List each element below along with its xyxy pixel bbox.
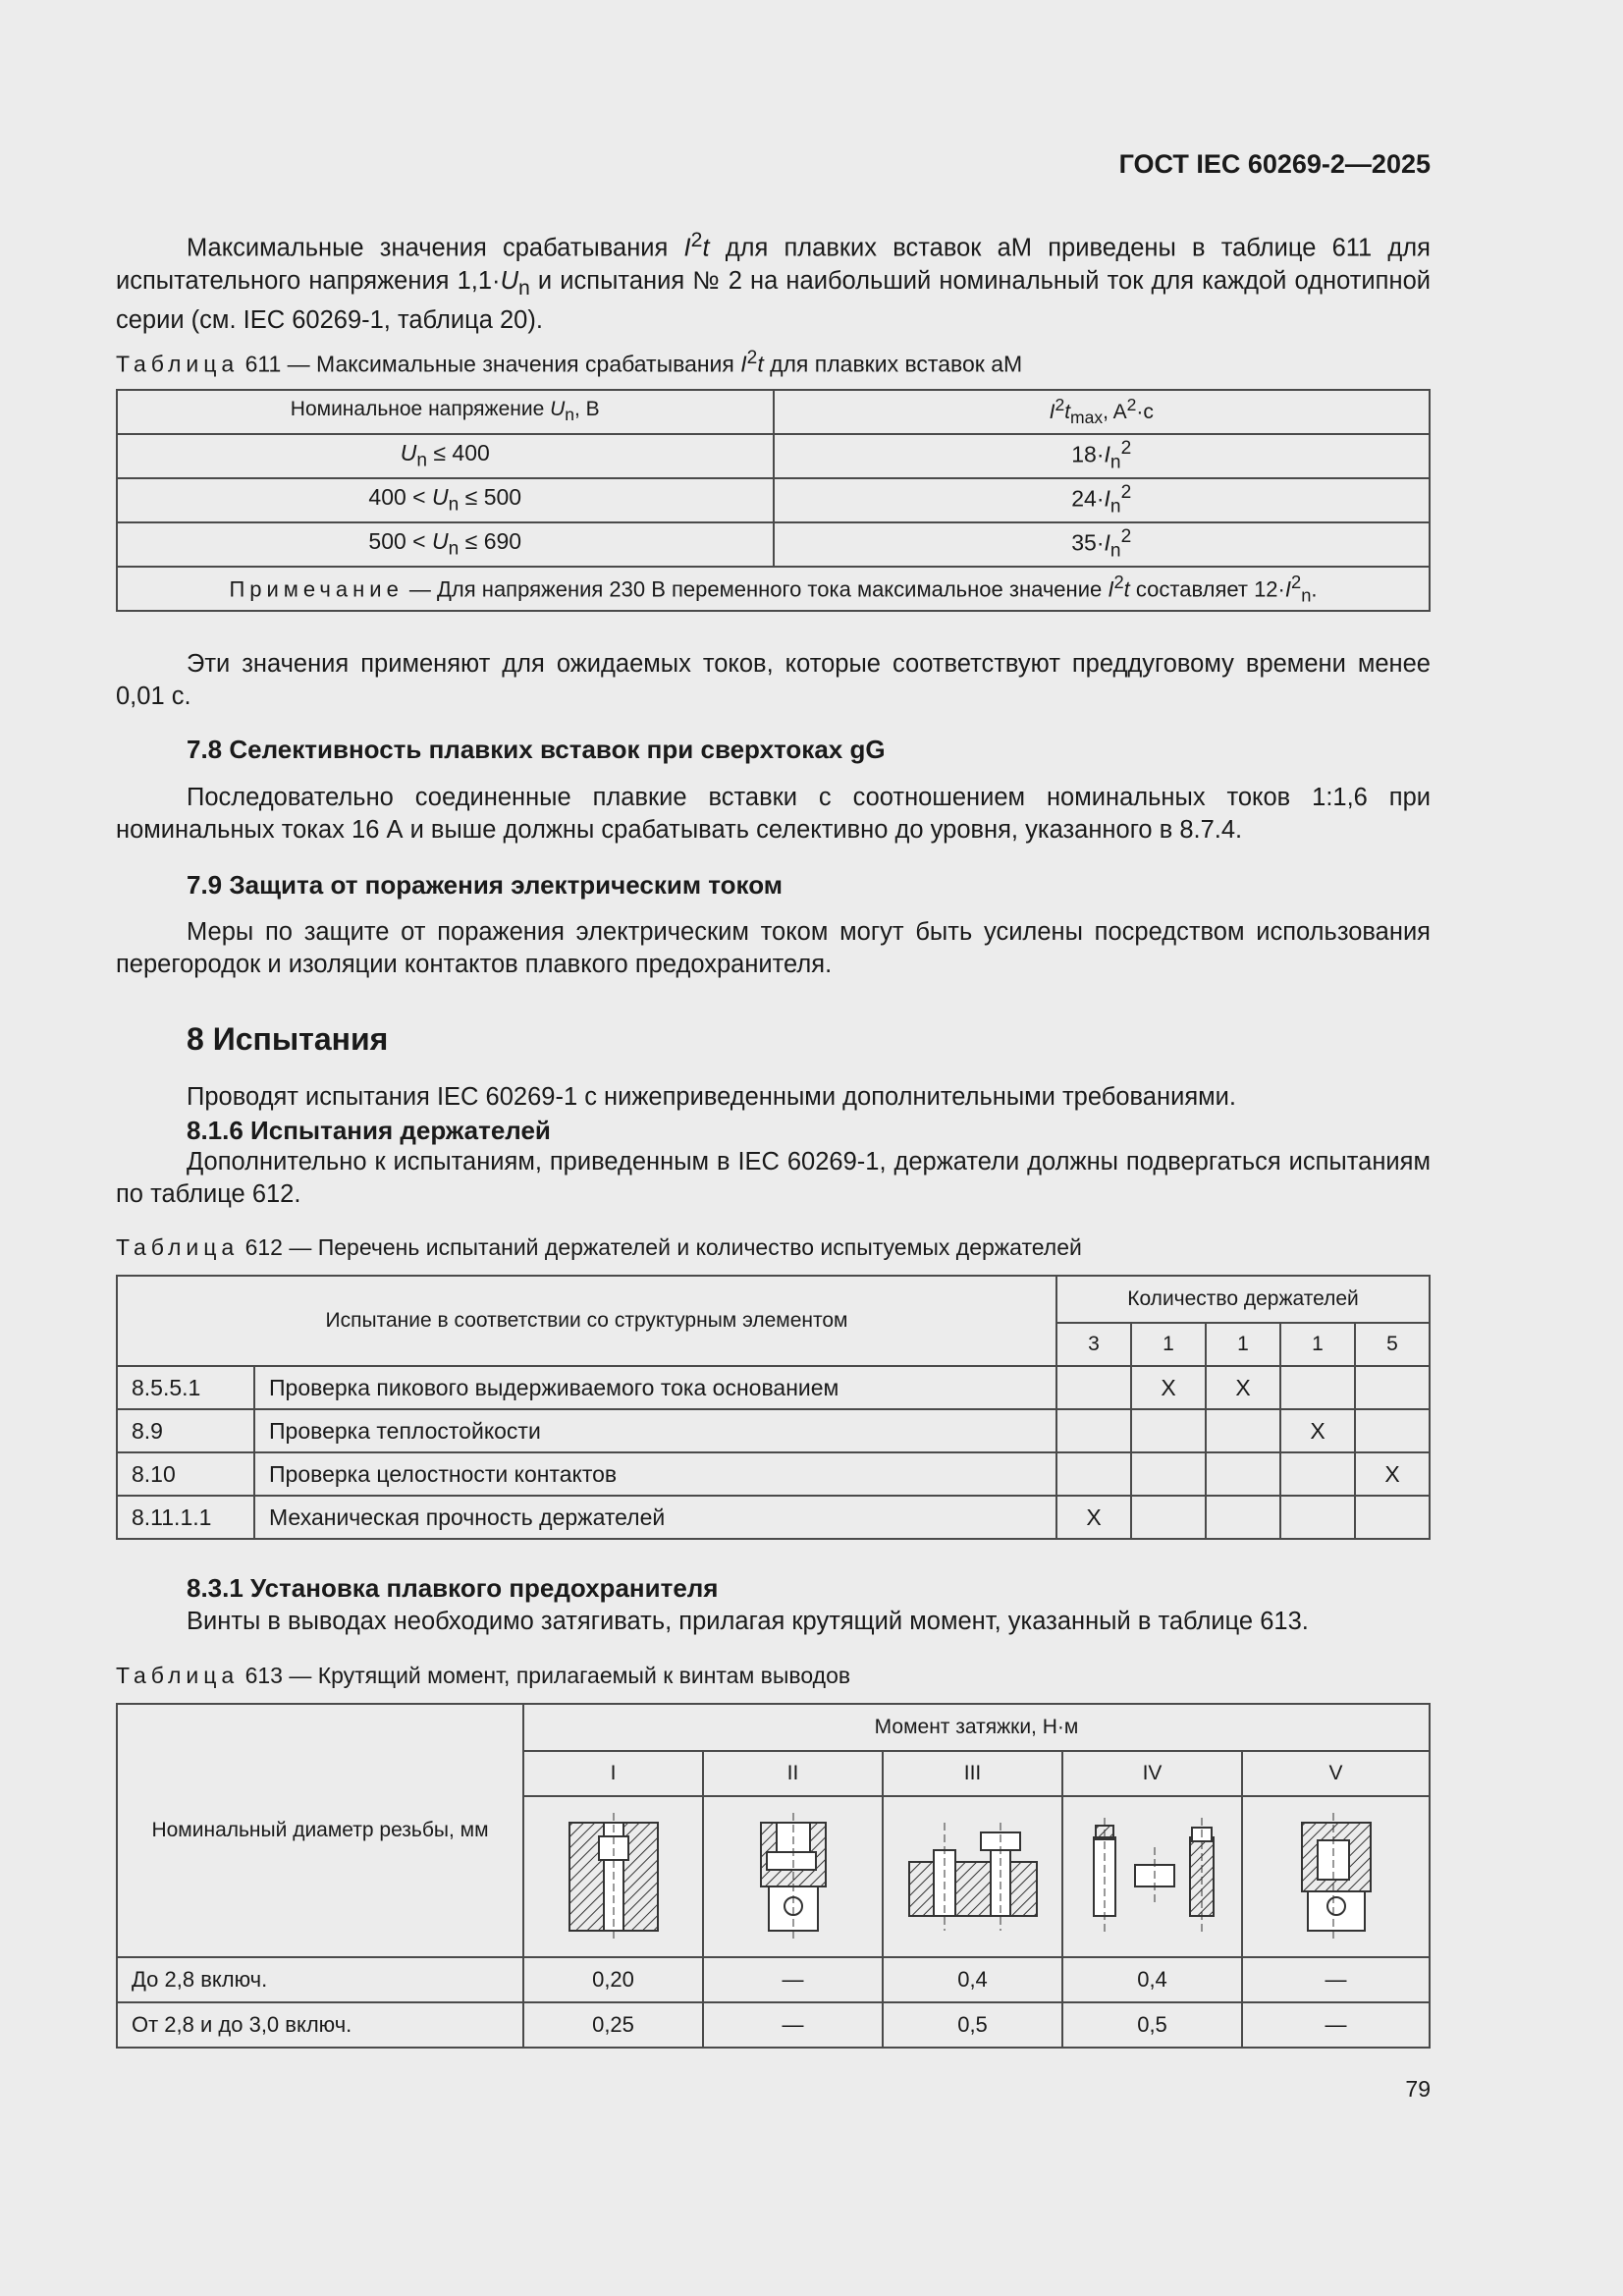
table-row: [117, 1496, 1430, 1539]
mark-cell: [1056, 1366, 1131, 1409]
terminal-type-ii-icon: [703, 1796, 883, 1957]
table-row: [117, 1409, 1430, 1452]
terminal-type-col-header: IV: [1062, 1751, 1242, 1796]
qty-col-header: 3: [1056, 1323, 1131, 1366]
section-7-9-heading: 7.9 Защита от поражения электрическим током: [187, 870, 784, 900]
torque-value: 0,20: [523, 1957, 703, 2002]
mark-cell: X: [1206, 1366, 1280, 1409]
section-8-3-1-heading: 8.3.1 Установка плавкого предохранителя: [187, 1573, 719, 1603]
torque-value: 0,4: [1062, 1957, 1242, 2002]
torque-value: 0,5: [1062, 2002, 1242, 2048]
table-row: [117, 478, 1430, 522]
mark-cell: [1355, 1496, 1430, 1539]
mark-cell: [1206, 1496, 1280, 1539]
table-cell: $18\cdot I_n^2$: [774, 434, 1431, 478]
mark-cell: [1056, 1409, 1131, 1452]
table-613: [116, 1703, 1431, 2049]
terminal-type-col-header: I: [523, 1751, 703, 1796]
mark-cell: [1206, 1452, 1280, 1496]
torque-value: 0,5: [883, 2002, 1062, 2048]
table-cell: $35\cdot I_n^2$: [774, 522, 1431, 567]
mark-cell: [1280, 1366, 1355, 1409]
table-row: [117, 434, 1430, 478]
section-7-8-heading: 7.8 Селективность плавких вставок при сверхтоках gG: [187, 735, 886, 764]
qty-col-header: 5: [1355, 1323, 1430, 1366]
terminal-type-v-icon: [1242, 1796, 1430, 1957]
section-7-9-text: Меры по защите от поражения электрическим током могут быть усилены посредством использования перегородок и изоляции контактов плавкого предохранителя.: [116, 918, 1431, 978]
section-8-3-1-text: Винты в выводах необходимо затягивать, прилагая крутящий момент, указанный в таблице 613.: [187, 1608, 1309, 1635]
section-8-heading: 8 Испытания: [187, 1021, 389, 1057]
terminal-type-iv-icon: [1062, 1796, 1242, 1957]
torque-value: —: [703, 2002, 883, 2048]
intro-paragraph: Максимальные значения срабатывания $I^2t$ для плавких вставок aM приведены в таблице 611 для испытательного напряжения $1,1\cdot U_n$ и испытания № 2 на наибольший номинальный ток для каждой однотипной серии (см. IEC 60269-1, таблица 20).: [116, 228, 1431, 334]
table-611-caption: Таблица 611 — Максимальные значения срабатывания $I^2t$ для плавких вставок aM: [116, 348, 1023, 377]
section-8-text: Проводят испытания IEC 60269-1 с нижеприведенными дополнительными требованиями.: [187, 1083, 1236, 1111]
table-cell: $500 < U_n \le 690$: [117, 522, 774, 567]
qty-col-header: 1: [1206, 1323, 1280, 1366]
table-row: [117, 1366, 1430, 1409]
mark-cell: [1131, 1496, 1206, 1539]
table-611-note: Примечание — Для напряжения 230 В переменного тока максимальное значение $I^2t$ составляет $12\cdot I^2_n$.: [117, 567, 1430, 611]
table-row: [117, 567, 1430, 611]
table-611: [116, 389, 1431, 612]
test-name: Проверка пикового выдерживаемого тока основанием: [254, 1366, 1056, 1409]
diameter-label: До 2,8 включ.: [117, 1957, 523, 2002]
terminal-type-i-icon: [523, 1796, 703, 1957]
table-row: [117, 522, 1430, 567]
standard-code: ГОСТ IEC 60269-2—2025: [1118, 149, 1431, 179]
clause-code: 8.11.1.1: [117, 1496, 254, 1539]
section-7-8-text: Последовательно соединенные плавкие вставки с соотношением номинальных токов 1:1,6 при номинальных токах 16 А и выше должны срабатывать селективно до уровня, указанного в 8.7.4.: [116, 784, 1431, 844]
test-name: Механическая прочность держателей: [254, 1496, 1056, 1539]
column-header-test: Испытание в соответствии со структурным элементом: [117, 1276, 1056, 1366]
column-header-quantity: Количество держателей: [1056, 1276, 1430, 1323]
terminal-type-iii-icon: [883, 1796, 1062, 1957]
torque-value: 0,4: [883, 1957, 1062, 2002]
test-name: Проверка целостности контактов: [254, 1452, 1056, 1496]
table-row: [117, 1957, 1430, 2002]
mark-cell: [1131, 1452, 1206, 1496]
table-613-caption: Таблица 613 — Крутящий момент, прилагаемый к винтам выводов: [116, 1663, 851, 1688]
terminal-type-col-header: V: [1242, 1751, 1430, 1796]
torque-value: 0,25: [523, 2002, 703, 2048]
mark-cell: [1056, 1452, 1131, 1496]
test-name: Проверка теплостойкости: [254, 1409, 1056, 1452]
values-paragraph: Эти значения применяют для ожидаемых токов, которые соответствуют преддуговому времени менее 0,01 с.: [116, 650, 1431, 710]
table-cell: $U_n \le 400$: [117, 434, 774, 478]
clause-code: 8.9: [117, 1409, 254, 1452]
table-cell: $400 < U_n \le 500$: [117, 478, 774, 522]
mark-cell: [1280, 1452, 1355, 1496]
column-header-i2t-max: $I^2t_{max}$, $A^2\cdot c$: [774, 390, 1431, 434]
table-row: [117, 1452, 1430, 1496]
mark-cell: [1280, 1496, 1355, 1539]
mark-cell: X: [1056, 1496, 1131, 1539]
table-row: [117, 390, 1430, 434]
page-number: 79: [1405, 2076, 1431, 2102]
column-header-torque: Момент затяжки, Н·м: [523, 1704, 1430, 1751]
mark-cell: [1131, 1409, 1206, 1452]
table-612: [116, 1275, 1431, 1540]
clause-code: 8.5.5.1: [117, 1366, 254, 1409]
table-612-caption: Таблица 612 — Перечень испытаний держателей и количество испытуемых держателей: [116, 1234, 1082, 1260]
qty-col-header: 1: [1280, 1323, 1355, 1366]
mark-cell: [1355, 1366, 1430, 1409]
column-header-diameter: Номинальный диаметр резьбы, мм: [117, 1704, 523, 1957]
section-8-1-6-heading: 8.1.6 Испытания держателей: [187, 1116, 551, 1145]
mark-cell: [1206, 1409, 1280, 1452]
mark-cell: X: [1280, 1409, 1355, 1452]
mark-cell: [1355, 1409, 1430, 1452]
mark-cell: X: [1131, 1366, 1206, 1409]
section-8-1-6-text: Дополнительно к испытаниям, приведенным в IEC 60269-1, держатели должны подвергаться испытаниям по таблице 612.: [116, 1148, 1431, 1208]
table-cell: $24\cdot I_n^2$: [774, 478, 1431, 522]
column-header-voltage: Номинальное напряжение $U_n$, В: [117, 390, 774, 434]
table-row: [117, 1276, 1430, 1323]
qty-col-header: 1: [1131, 1323, 1206, 1366]
mark-cell: X: [1355, 1452, 1430, 1496]
torque-value: —: [1242, 2002, 1430, 2048]
torque-value: —: [703, 1957, 883, 2002]
diameter-label: От 2,8 и до 3,0 включ.: [117, 2002, 523, 2048]
clause-code: 8.10: [117, 1452, 254, 1496]
terminal-type-col-header: II: [703, 1751, 883, 1796]
terminal-type-col-header: III: [883, 1751, 1062, 1796]
table-row: [117, 1704, 1430, 1751]
torque-value: —: [1242, 1957, 1430, 2002]
table-row: [117, 2002, 1430, 2048]
